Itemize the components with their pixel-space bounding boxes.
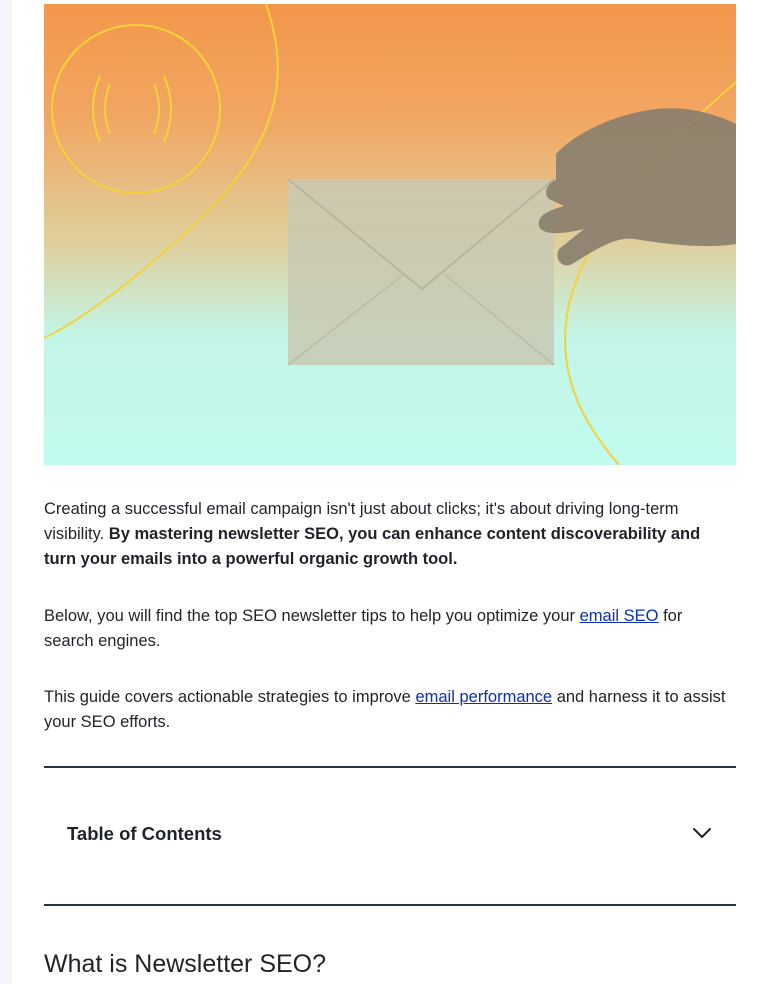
email-performance-link[interactable]: email performance — [415, 688, 553, 706]
tips-text-after: for search engines. — [44, 607, 683, 650]
section-heading: What is Newsletter SEO? — [44, 950, 327, 978]
guide-text-before: This guide covers actionable strategies to improve — [44, 688, 411, 706]
page-left-rail — [0, 0, 12, 984]
hero-image — [44, 4, 736, 465]
tips-paragraph — [44, 604, 728, 654]
hero-illustration — [44, 4, 736, 465]
sound-wave-icon — [93, 76, 171, 142]
toc-bottom-divider — [44, 904, 736, 906]
envelope-icon — [288, 179, 554, 365]
intro-text: Creating a successful email campaign isn't just about clicks; it's about driving long-term visibility. — [44, 500, 679, 543]
guide-paragraph — [44, 685, 728, 735]
tips-text-before: Below, you will find the top SEO newsletter tips to help you optimize your — [44, 607, 576, 625]
intro-bold-text: By mastering newsletter SEO, you can enhance content discoverability and turn your emails into a powerful organic growth tool. — [44, 525, 701, 568]
hand-icon — [539, 108, 736, 265]
chevron-down-icon[interactable] — [692, 826, 712, 845]
guide-text-after: and harness it to assist your SEO efforts. — [44, 688, 726, 731]
intro-paragraph — [44, 497, 728, 572]
table-of-contents[interactable] — [44, 768, 736, 904]
toc-title: Table of Contents — [67, 823, 222, 844]
email-seo-link[interactable]: email SEO — [579, 607, 659, 625]
